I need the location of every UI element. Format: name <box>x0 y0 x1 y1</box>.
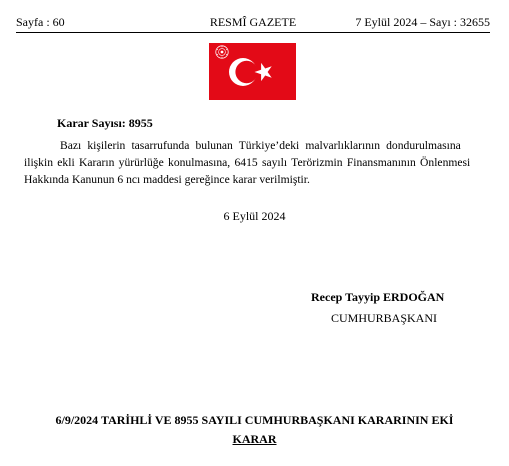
decision-number: Karar Sayısı: 8955 <box>57 116 153 130</box>
annex-subtitle <box>0 432 509 447</box>
body-line: ilişkin ekli Kararın yürürlüğe konulmasına, 6415 sayılı Terörizmin Finansmanının Önlenmesi <box>24 156 471 169</box>
page-number: Sayfa : 60 <box>16 15 65 29</box>
issue-date-number: 7 Eylül 2024 – Sayı : 32655 <box>355 15 490 29</box>
turkish-flag-icon <box>209 43 296 100</box>
decision-date: 6 Eylül 2024 <box>223 209 286 223</box>
decision-body <box>24 137 483 188</box>
body-line: Bazı kişilerin tasarrufunda bulunan Türkiye’deki malvarlıklarının dondurulmasına <box>60 139 461 152</box>
signatory-name: Recep Tayyip ERDOĞAN <box>311 290 445 304</box>
annex-subtitle-text: KARAR <box>232 432 277 446</box>
signatory-title: CUMHURBAŞKANI <box>331 311 438 325</box>
body-line: Hakkında Kanunun 6 ncı maddesi gereğince karar verilmiştir. <box>24 173 310 186</box>
publication-name: RESMÎ GAZETE <box>209 15 297 29</box>
page-header <box>16 14 490 33</box>
annex-title: 6/9/2024 TARİHLİ VE 8955 SAYILI CUMHURBAŞKANI KARARININ EKİ <box>55 413 454 427</box>
